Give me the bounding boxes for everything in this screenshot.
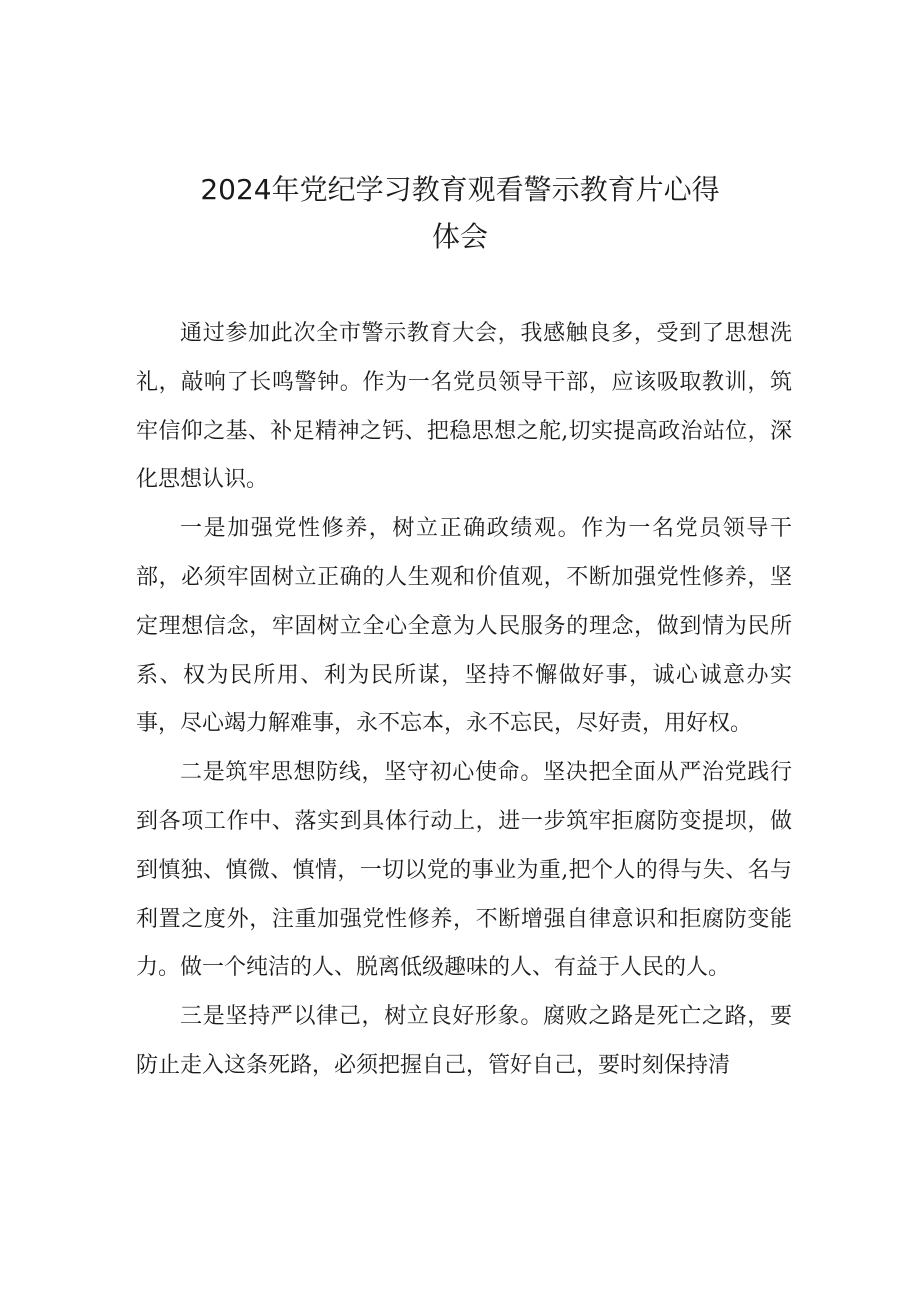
document-title-line-2: 体会	[431, 220, 488, 253]
paragraph-2: 一是加强党性修养，树立正确政绩观。作为一名党员领导干部，必须牢固树立正确的人生观和价值观，不断加强党性修养，坚定理想信念，牢固树立全心全意为人民服务的理念，做到情为民所系、权为民所用、利为民所谋，坚持不懈做好事，诚心诚意办实事，尽心竭力解难事，永不忘本，永不忘民，尽好责，用好权。	[136, 516, 792, 737]
document-body	[136, 310, 792, 1091]
paragraph-4: 三是坚持严以律己，树立良好形象。腐败之路是死亡之路，要防止走入这条死路，必须把握自己，管好自己，要时刻保持清	[136, 1004, 792, 1078]
document-title-line-1: 2024年党纪学习教育观看警示教育片心得	[200, 173, 720, 206]
document-title	[110, 166, 810, 260]
paragraph-1: 通过参加此次全市警示教育大会，我感触良多，受到了思想洗礼，敲响了长鸣警钟。作为一名党员领导干部，应该吸取教训，筑牢信仰之基、补足精神之钙、把稳思想之舵,切实提高政治站位，深化思想认识。	[136, 321, 792, 493]
paragraph-3: 二是筑牢思想防线，坚守初心使命。坚决把全面从严治党践行到各项工作中、落实到具体行动上，进一步筑牢拒腐防变提坝，做到慎独、慎微、慎情，一切以党的事业为重,把个人的得与失、名与利置之度外，注重加强党性修养，不断增强自律意识和拒腐防变能力。做一个纯洁的人、脱离低级趣味的人、有益于人民的人。	[136, 760, 792, 981]
